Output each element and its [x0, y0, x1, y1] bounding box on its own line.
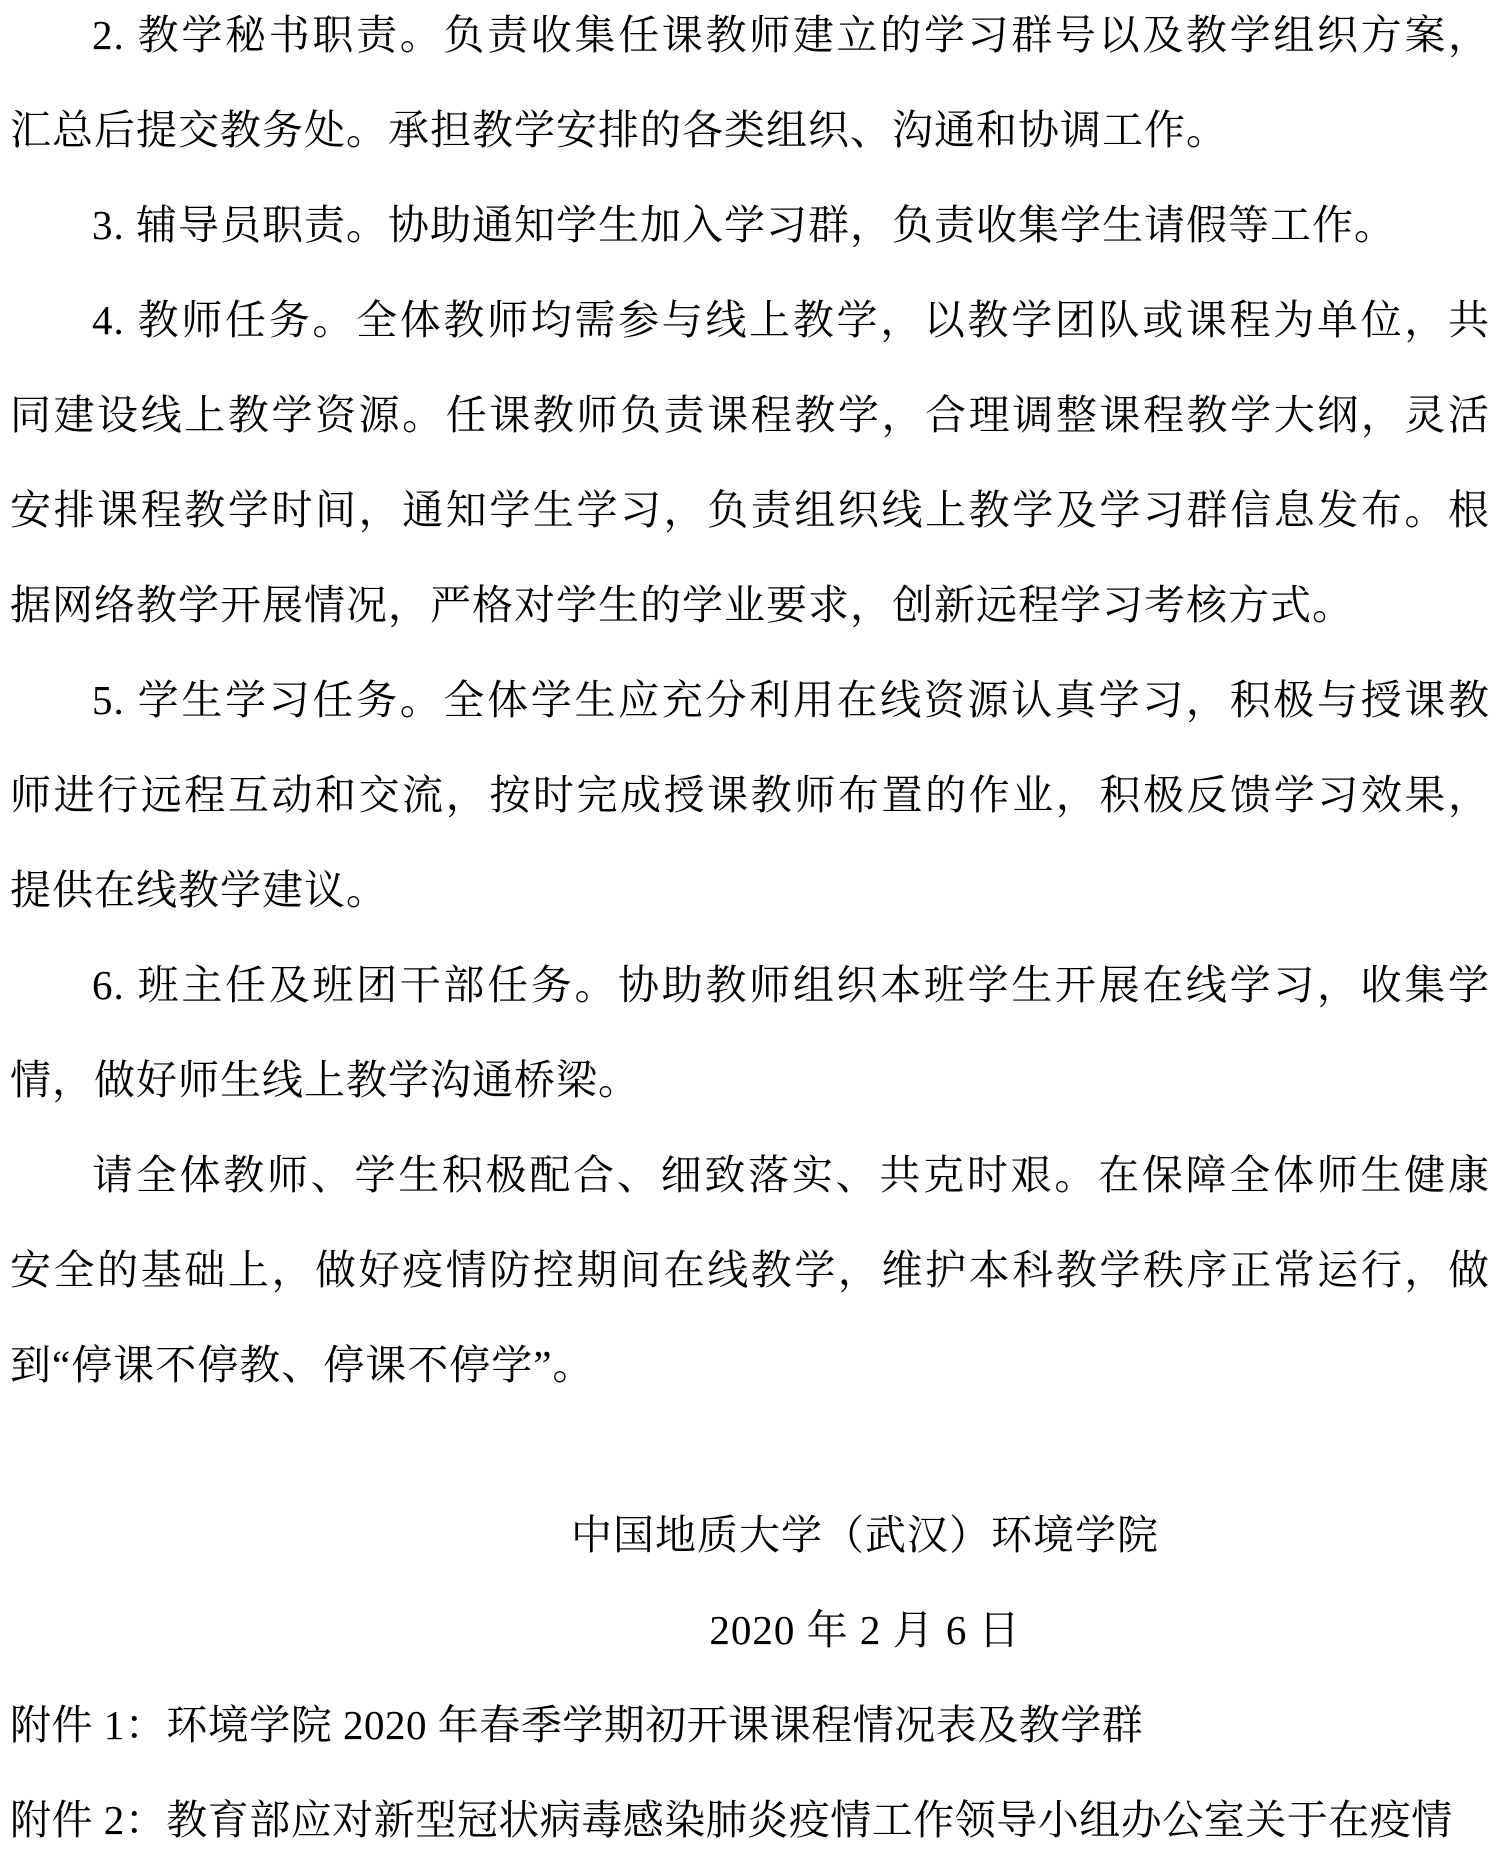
paragraph-line: 据网络教学开展情况，严格对学生的学业要求，创新远程学习考核方式。 [10, 582, 1354, 628]
paragraph-line: 同建设线上教学资源。任课教师负责课程教学，合理调整课程教学大纲，灵活 [10, 392, 1490, 438]
paragraph-line: 5. 学生学习任务。全体学生应充分利用在线资源认真学习，积极与授课教 [92, 677, 1490, 723]
paragraph-line: 安全的基础上，做好疫情防控期间在线教学，维护本科教学秩序正常运行，做 [10, 1247, 1490, 1293]
paragraph-line: 4. 教师任务。全体教师均需参与线上教学，以教学团队或课程为单位，共 [92, 297, 1490, 343]
attachments-block [10, 1678, 1490, 1849]
paragraph-line: 提供在线教学建议。 [10, 867, 388, 913]
paragraph-line: 6. 班主任及班团干部任务。协助教师组织本班学生开展在线学习，收集学 [92, 962, 1490, 1008]
paragraph-line: 2. 教学秘书职责。负责收集任课教师建立的学习群号以及教学组织方案， [92, 12, 1490, 58]
date-line: 2020 年 2 月 6 日 [709, 1607, 1021, 1653]
paragraph-line: 安排课程教学时间，通知学生学习，负责组织线上教学及学习群信息发布。根 [10, 487, 1490, 533]
signature-line: 中国地质大学（武汉）环境学院 [571, 1512, 1159, 1558]
paragraph-line: 请全体教师、学生积极配合、细致落实、共克时艰。在保障全体师生健康 [92, 1152, 1490, 1198]
paragraph-line: 到“停课不停教、停课不停学”。 [10, 1342, 595, 1388]
paragraph-line: 师进行远程互动和交流，按时完成授课教师布置的作业，积极反馈学习效果， [10, 772, 1490, 818]
paragraph-line: 情，做好师生线上教学沟通桥梁。 [10, 1057, 640, 1103]
paragraph-line: 汇总后提交教务处。承担教学安排的各类组织、沟通和协调工作。 [10, 107, 1228, 153]
attachment-line: 附件 1：环境学院 2020 年春季学期初开课课程情况表及教学群 [10, 1702, 1144, 1748]
paragraph-line: 3. 辅导员职责。协助通知学生加入学习群，负责收集学生请假等工作。 [92, 202, 1396, 248]
document-body [10, 0, 1490, 1413]
attachment-line: 附件 2：教育部应对新型冠状病毒感染肺炎疫情工作领导小组办公室关于在疫情 [10, 1797, 1453, 1843]
signature-block [10, 1488, 1490, 1678]
